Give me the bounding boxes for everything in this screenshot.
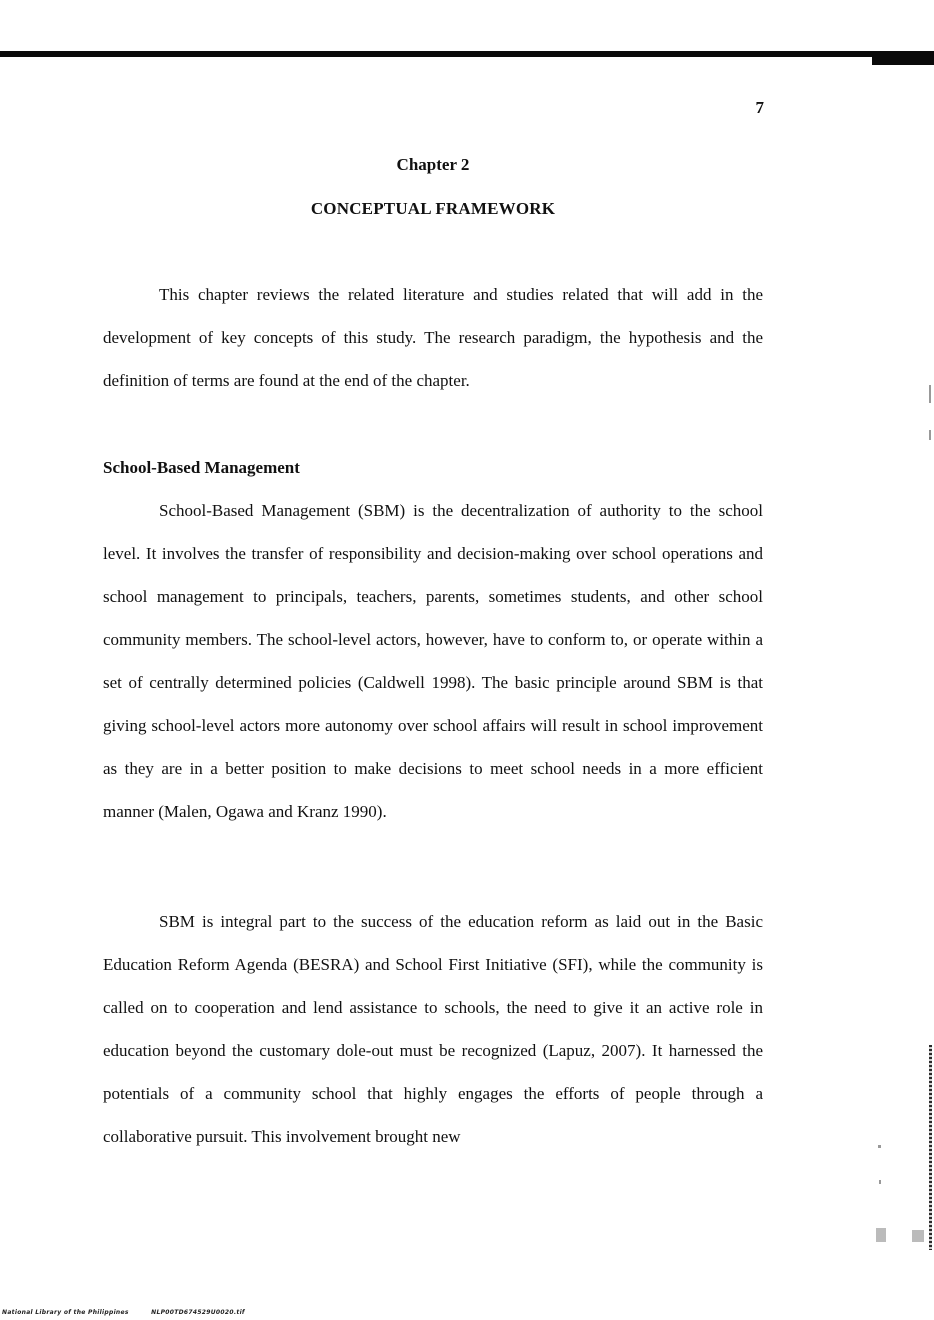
section-heading: School-Based Management [103, 458, 300, 477]
footer-document-id: NLP00TD674529U0020.tif [151, 1309, 245, 1316]
scan-speck [876, 1228, 886, 1242]
scan-speck [929, 430, 931, 440]
scan-footer-watermark [2, 1309, 245, 1316]
scan-speck [878, 1145, 881, 1148]
footer-library-name: National Library of the Philippines [2, 1309, 129, 1316]
body-paragraph: SBM is integral part to the success of the education reform as laid out in the Basic Education Reform Agenda (BESRA) and School First Initiative (SFI), while the community is called on to cooperation and lend assistance to schools, the need to give it an active role in education beyond the customary dole-out must be recognized (Lapuz, 2007). It harnessed the potentials of a community school that highly engages the efforts of people through a collaborative pursuit. This involvement brought new [103, 912, 763, 1146]
chapter-label: Chapter 2 [396, 155, 470, 174]
scan-top-border-tab [872, 55, 934, 65]
body-paragraph: School-Based Management (SBM) is the decentralization of authority to the school level. It involves the transfer of responsibility and decision-making over school operations and school management to principals, teachers, parents, sometimes students, and other school community members. The school-level actors, however, have to conform to, or operate within a set of centrally determined policies (Caldwell 1998). The basic principle around SBM is that giving school-level actors more autonomy over school affairs will result in school improvement as they are in a better position to make decisions to meet school needs in a more efficient manner (Malen, Ogawa and Kranz 1990). [103, 501, 763, 821]
page-number: 7 [755, 98, 764, 117]
chapter-title: CONCEPTUAL FRAMEWORK [310, 199, 556, 218]
scan-speck [929, 385, 931, 403]
scan-speck [912, 1230, 924, 1242]
scan-top-border [0, 51, 934, 57]
scan-speck [879, 1180, 881, 1184]
intro-paragraph: This chapter reviews the related literature and studies related that will add in the development of key concepts of this study. The research paradigm, the hypothesis and the definition of terms are found at the end of the chapter. [103, 285, 763, 390]
scan-edge-artifact [929, 1045, 932, 1250]
